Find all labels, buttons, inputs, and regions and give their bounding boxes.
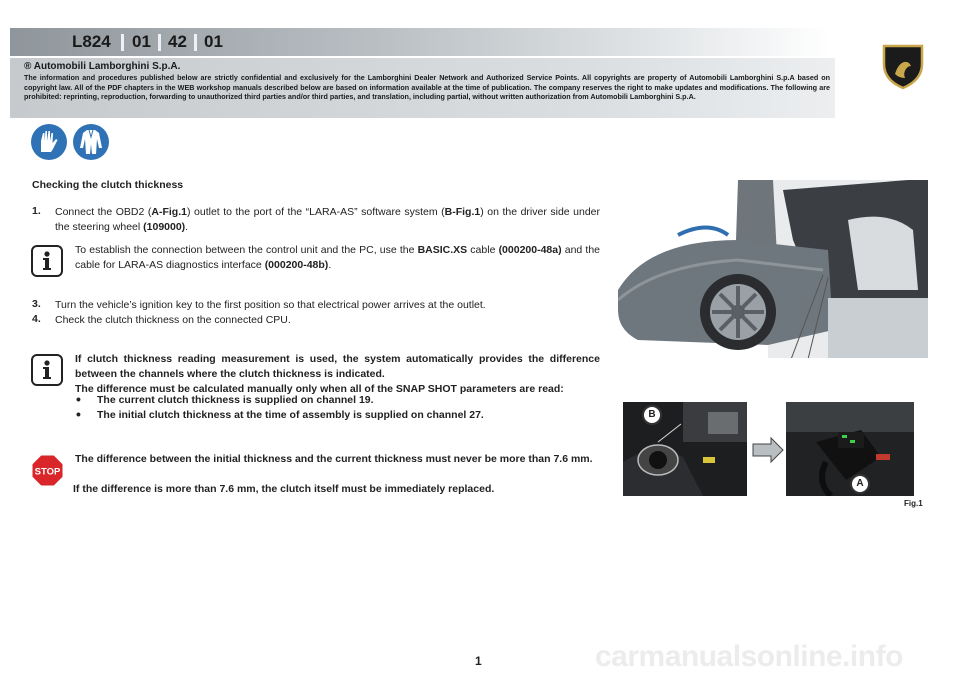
section-heading: Checking the clutch thickness [32, 179, 184, 191]
code-separator [158, 34, 161, 51]
info-note-cables: To establish the connection between the control unit and the PC, use the BASIC.XS cable (000200-48a) and the cable for LARA-AS diagnostics interface (000200-48b). [75, 244, 600, 271]
code-separator [121, 34, 124, 51]
stop-warning-text-2: If the difference is more than 7.6 mm, the clutch itself must be immediately replaced. [73, 483, 495, 495]
page-number: 1 [475, 654, 482, 668]
code-separator [194, 34, 197, 51]
information-icon [31, 354, 63, 386]
step-number: 4. [32, 313, 41, 325]
figure-label: Fig.1 [904, 499, 923, 508]
bullet-dot: • [76, 406, 81, 422]
arrow-right-icon [751, 436, 785, 464]
document-code-bar [10, 28, 830, 56]
gloves-icon [31, 124, 67, 160]
information-icon [31, 245, 63, 277]
notice-title: ® Automobili Lamborghini S.p.A. [24, 61, 181, 72]
stop-warning-text: The difference between the initial thickness and the current thickness must never be more than 7.6 mm. [75, 453, 593, 465]
code-procedure: 01 [204, 32, 223, 51]
bullet-item: The current clutch thickness is supplied on channel 19. [97, 394, 374, 406]
info-note-difference [75, 352, 600, 397]
car-photo [618, 180, 928, 358]
code-group: 01 [132, 32, 151, 51]
watermark-text: carmanualsonline.info [595, 640, 903, 673]
code-model: L824 [72, 32, 111, 51]
step-1-text: Connect the OBD2 (A-Fig.1) outlet to the port of the “LARA-AS” software system (B-Fig.1) on the driver side under the steering wheel (109000). [55, 206, 601, 233]
info-note-line: If clutch thickness reading measurement is used, the system automatically provides the difference between the channels where the clutch thickness is indicated. [75, 353, 600, 380]
info-note-line: The difference must be calculated manually only when all of the SNAP SHOT parameters are read: [75, 383, 564, 395]
stop-icon [31, 454, 64, 487]
notice-text: The information and procedures published below are strictly confidential and exclusively for the Lamborghini Dealer Network and Authorized Service Points. All copyrights are property of Automobili Lamborghini S.p.A based on copyright law. All of the PDF chapters in the WEB workshop manuals described below are based on information available at the time of publication. The company reserves the right to make updates and modifications. The following are prohibited: reprinting, reproduction, forwarding to unauthorized third parties and/or third parties, and translation, including partial, without written authorization from Automobili Lamborghini S.p.A. [24, 73, 830, 102]
stop-label: STOP [34, 466, 61, 478]
bullet-item: The initial clutch thickness at the time of assembly is supplied on channel 27. [97, 409, 484, 421]
lamborghini-logo [880, 42, 926, 90]
protective-suit-icon [73, 124, 109, 160]
confidentiality-notice [10, 58, 835, 118]
step-number: 1. [32, 205, 41, 217]
step-number: 3. [32, 298, 41, 310]
callout-b: B [642, 405, 662, 425]
callout-a: A [850, 474, 870, 494]
step-4-text: Check the clutch thickness on the connected CPU. [55, 314, 291, 326]
code-subgroup: 42 [168, 32, 187, 51]
bullet-dot: • [76, 391, 81, 407]
step-3-text: Turn the vehicle’s ignition key to the first position so that electrical power arrives at the outlet. [55, 299, 486, 311]
